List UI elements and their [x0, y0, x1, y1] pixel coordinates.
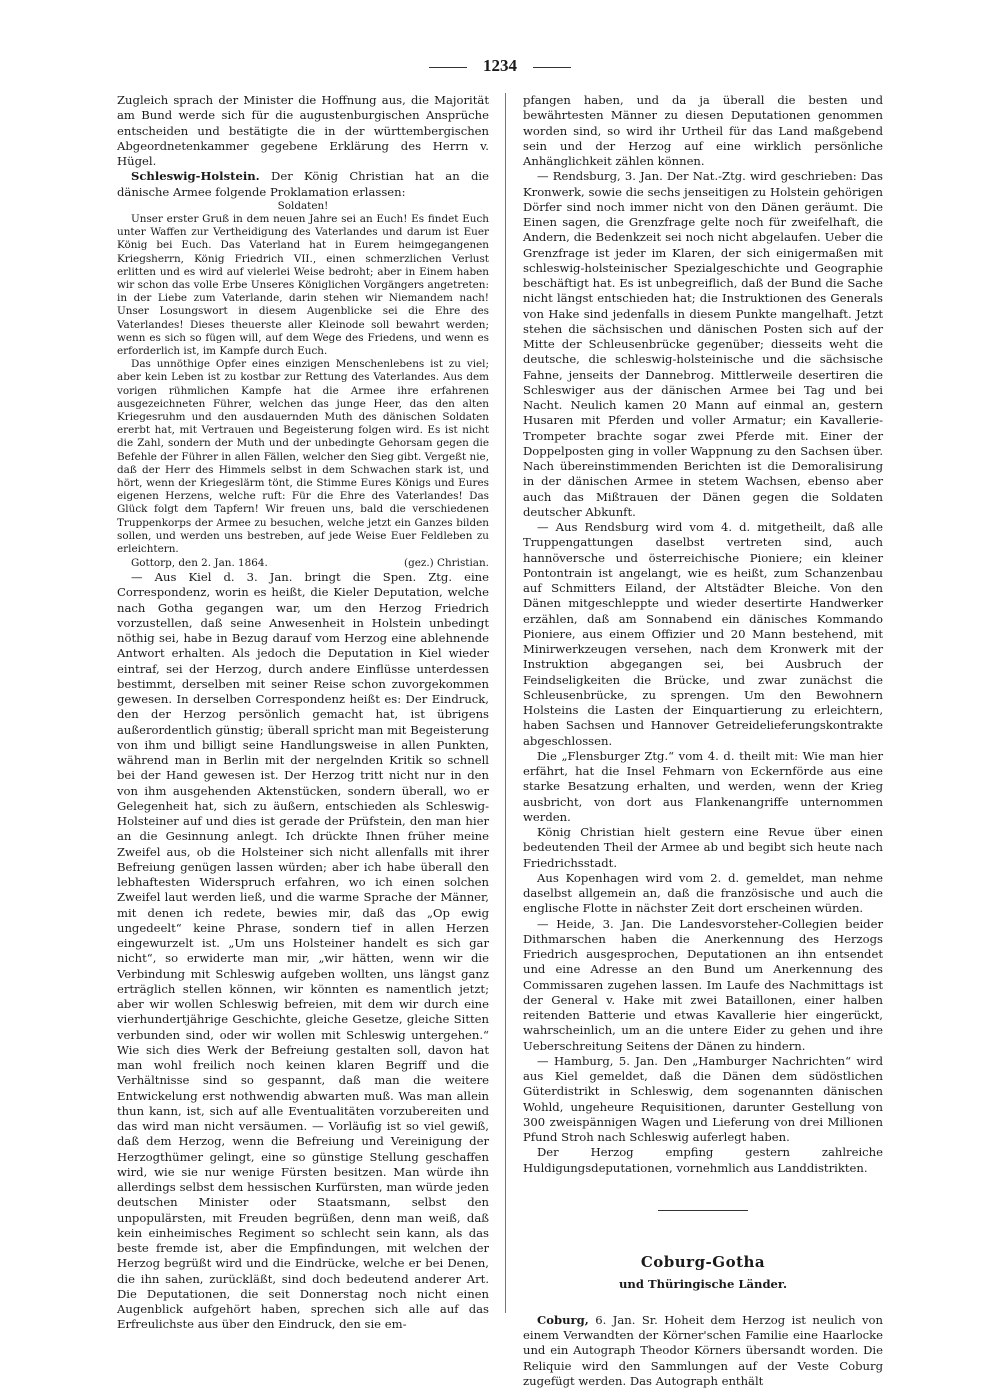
section-subtitle: und Thüringische Länder.: [618, 1276, 788, 1291]
proclamation-paragraph: Das unnöthige Opfer eines einzigen Menschenlebens ist zu viel; aber kein Leben ist zu kostbar zur Rettung des Vaterlandes. Aus dem vorigen rühmlichen Kampfe hat die Armee ihre erfahrenen ausgezeichneten Führer, welchen das junge Heer, das den alten Kriegesruhm und den ausdauernden Muth des dänischen Soldaten ererbt hat, mit Vertrauen und Begeisterung folgen wird. Es ist nicht die Zahl, sondern der Muth und der unbedingte Gehorsam gegen die Befehle der Führer in allen Fällen, welcher den Sieg gibt. Vergeßt nie, daß der Herr des Himmels selbst in dem Schwachen stark ist, und hört, wenn der Kriegeslärm tönt, die Stimme Eures Königs und Eures eigenen Herzens, welche ruft: Für die Ehre des Vaterlandes! Das Glück folgt dem Tapfern! Wir freuen uns, bald die verschiedenen Truppenkorps der Armee zu besuchen, welche jetzt ein Ganzes bilden sollen, und werden uns bestreben, auf jede Weise Euer Feldleben zu erleichtern.: [117, 358, 489, 556]
left-column: [117, 93, 489, 1332]
article-paragraph: Die „Flensburger Ztg.“ vom 4. d. theilt mit: Wie man hier erfährt, hat die Insel Fehmarn von Eckernförde aus eine starke Besatzung erhalten, und werden, wenn der Krieg ausbricht, von dort aus Flankenangriffe unternommen werden.: [523, 748, 883, 824]
article-paragraph: — Aus Kiel d. 3. Jan. bringt die Spen. Ztg. eine Correspondenz, worin es heißt, die Kieler Deputation, welche nach Gotha gegangen war, um den Herzog Friedrich vorzustellen, daß seine Anwesenheit in Holstein unbedingt nöthig sei, habe in Bezug darauf vom Herzog eine ablehnende Antwort erhalten. Als jedoch die Deputation in Kiel wieder eintraf, sei der Herzog, durch andere Einflüsse unterdessen bestimmt, derselben mit seiner Reise schon zuvorgekommen gewesen. In derselben Correspondenz heißt es: Der Eindruck, den der Herzog persönlich gemacht hat, ist übrigens außerordentlich günstig; überall spricht man mit Begeisterung von ihm und billigt seine Handlungsweise in allen Punkten, während man in Berlin mit der nergelnden Kritik so schnell bei der Hand gewesen ist. Der Herzog tritt nicht nur in den von ihm ausgehenden Aktenstücken, sondern überall, wo er Gelegenheit hat, sich zu äußern, entschieden als Schleswig-Holsteiner auf und dies ist gerade der Prüfstein, den man hier an die Gesinnung anlegt. Ich drückte Ihnen früher meine Zweifel aus, ob die Holsteiner sich nicht allenfalls mit ihrer Befreiung genügen lassen würden; aber ich habe überall den lebhaftesten Widerspruch erfahren, wo ich einen solchen Zweifel laut werden ließ, und die warme Sprache der Männer, mit denen ich redete, bewies mir, daß das „Op ewig ungedeelt“ keine Phrase, sondern tief in allen Herzen eingewurzelt ist. „Um uns Holsteiner handelt es sich gar nicht“, so erwiderte man mir, „wir hätten, wenn wir die Verbindung mit Schleswig aufgeben wollten, uns längst ganz erträglich stellen können, wir könnten es namentlich jetzt; aber wir wollen Schleswig befreien, mit dem wir durch eine vierhundertjährige Geschichte, gleiche Gesetze, gleiche Sitten verbunden sind, oder wir wollen mit Schleswig untergehen.“ Wie sich dies Werk der Befreiung gestalten soll, davon hat man wohl freilich noch keinen klaren Begriff und die Verhältnisse sind so gespannt, daß man die weitere Entwickelung erst nothwendig abwarten muß. Was man allein thun kann, ist, sich auf alle Eventualitäten vorzubereiten und das wird man nicht versäumen. — Vorläufig ist so viel gewiß, daß dem Herzog, wenn die Befreiung und Vereinigung der Herzogthümer gelingt, eine so günstige Stellung geschaffen wird, wie sie nur wenige Fürsten besitzen. Man würde ihn allerdings selbst dem hessischen Kurfürsten, man würde jeden deutschen Minister oder Staatsmann, selbst den unpopulärsten, mit Freuden begrüßen, denn man weiß, daß kein einheimisches Regiment so schlecht sein kann, als das beste fremde ist, aber die Empfindungen, mit welchen der Herzog begrüßt wird und die Eindrücke, welche er bei Denen, die ihn sahen, zurückläßt, sind doch bedeutend anderer Art. Die Deputationen, die seit Donnerstag noch nicht einen Augenblick aufgehört haben, sprechen sich alle auf das Erfreulichste aus über den Eindruck, den sie em-: [117, 570, 489, 1332]
article-paragraph: Zugleich sprach der Minister die Hoffnung aus, die Majorität am Bund werde sich für die augustenburgischen Ansprüche entscheiden und bestätigte die in der württembergischen Abgeordnetenkammer gegebene Erklärung des Herrn v. Hügel.: [117, 93, 489, 168]
page-header: [0, 56, 1000, 80]
article-paragraph: — Heide, 3. Jan. Die Landesvorsteher-Collegien beider Dithmarschen haben die Anerkennung des Herzogs Friedrich ausgesprochen, Deputationen an ihn entsendet und eine Adresse an den Bund um Anerkennung des Commissaren zugehen lassen. Im Laufe des Nachmittags ist der General v. Hake mit zwei Bataillonen, einer halben reitenden Batterie und etwas Kavallerie hier eingerückt, wahrscheinlich, um an die untere Eider zu gehen und ihre Ueberschreitung Seitens der Dänen zu hindern.: [523, 916, 883, 1053]
proclamation-salutation: Soldaten!: [277, 199, 329, 212]
page-number: 1234: [483, 56, 517, 75]
signature-name: (gez.) Christian.: [404, 557, 489, 570]
proclamation-paragraph: Unser erster Gruß in dem neuen Jahre sei an Euch! Es findet Euch unter Waffen zur Vertheidigung des Vaterlandes und darum ist Euer König bei Euch. Das Vaterland hat in Eurem heimgegangenen Kriegsherrn, König Friedrich VII., einen schmerzlichen Verlust erlitten und es wird auf vielerlei Weise bedroht; aber in Einem haben wir schon das volle Erbe Unseres Königlichen Vorgängers angetreten: in der Liebe zum Vaterlande, darin stehen wir Niemandem nach! Unser Losungswort in diesem Augenblicke sei die Ehre des Vaterlandes! Dieses theuerste aller Kleinode soll bewahrt werden; wenn es sich so fügen will, auf dem Wege des Friedens, und wenn es erforderlich ist, im Kampfe durch Euch.: [117, 212, 489, 357]
article-paragraph: Aus Kopenhagen wird vom 2. d. gemeldet, man nehme daselbst allgemein an, daß die französische und auch die englische Flotte in nächster Zeit dort erscheinen würden.: [523, 870, 883, 916]
article-paragraph: [117, 169, 489, 200]
section-title: Coburg-Gotha: [640, 1252, 766, 1271]
dateline: Coburg,: [537, 1312, 589, 1327]
article-paragraph: pfangen haben, und da ja überall die besten und bewährtesten Männer zu diesen Deputationen genommen worden sind, so wird ihr Urtheil für das Land maßgebend sein und der Herzog auf eine wirklich persönliche Anhänglichkeit zählen können.: [523, 93, 883, 168]
right-column: [523, 93, 883, 1388]
section-heading: Schleswig-Holstein.: [131, 169, 260, 184]
article-paragraph: Der Herzog empfing gestern zahlreiche Huldigungsdeputationen, vornehmlich aus Landdistrikten.: [523, 1145, 883, 1175]
article-paragraph: — Aus Rendsburg wird vom 4. d. mitgetheilt, daß alle Truppengattungen daselbst vertreten sind, auch hannöversche und österreichische Pioniere; ein kleiner Pontontrain ist angelangt, wie es heißt, zum Schanzenbau auf Schmitters Eiland, der Altstädter Bleiche. Von den Dänen mitgeschleppte und wieder desertirte Handwerker erzählen, daß am Sonnabend ein dänisches Kommando Pioniere, aus einem Offizier und 20 Mann bestehend, mit Minirwerkzeugen versehen, nach dem Kronwerk mit der Instruktion abgegangen sei, bei Ausbruch der Feindseligkeiten die Brücke, und zwar zunächst die Schleusenbrücke, zu sprengen. Um den Bewohnern Holsteins die Lasten der Einquartierung zu erleichtern, haben Sachsen und Hannover Getreidelieferungskontrakte abgeschlossen.: [523, 520, 883, 748]
article-paragraph: [523, 1313, 883, 1389]
header-rule-right: [533, 67, 571, 68]
article-text: Der König Christian hat an die dänische Armee folgende Proklamation erlassen:: [117, 169, 489, 199]
article-text: 6. Jan. Sr. Hoheit dem Herzog ist neulich von einem Verwandten der Körner'schen Familie eine Haarlocke und ein Autograph Theodor Körners übersandt worden. Die Reliquie wird den Sammlungen auf der Veste Coburg zugefügt werden. Das Autograph enthält: [523, 1312, 883, 1388]
column-divider: [505, 93, 506, 1313]
article-paragraph: — Rendsburg, 3. Jan. Der Nat.-Ztg. wird geschrieben: Das Kronwerk, sowie die sechs jenseitigen zu Holstein gehörigen Dörfer sind noch immer nicht von den Dänen geräumt. Die Einen sagen, die Grenzfrage gelte noch für zweifelhaft, die Andern, die Bedenkzeit sei noch nicht abgelaufen. Ueber die Grenzfrage ist jeder im Klaren, der sich einigermaßen mit schleswig-holsteinischer Spezialgeschichte und Geographie beschäftigt hat. Es ist unbegreiflich, daß der Bund die Sache nicht längst entschieden hat; die Instruktionen des Generals von Hake sind jedenfalls in diesem Punkte mangelhaft. Jetzt stehen die sächsischen und dänischen Posten sich auf der Mitte der Schleusenbrücke gegenüber; diesseits weht die deutsche, die schleswig-holsteinische und die sächsische Fahne, jenseits der Dannebrog. Mittlerweile desertiren die Schleswiger aus der dänischen Armee bei Tag und bei Nacht. Neulich kamen 20 Mann auf einmal an, gestern Husaren mit Pferden und voller Armatur; ein Kavallerie-Trompeter brachte sogar zwei Pferde mit. Einer der Doppelposten ging in voller Wappnung zu den Sachsen über. Nach übereinstimmenden Berichten ist die Demoralisirung in der dänischen Armee in stetem Wachsen, ebenso aber auch das Mißtrauen der Dänen gegen die Soldaten deutscher Abkunft.: [523, 169, 883, 519]
proclamation-signature: [117, 556, 489, 570]
article-paragraph: König Christian hielt gestern eine Revue über einen bedeutenden Theil der Armee ab und begibt sich heute nach Friedrichsstadt.: [523, 825, 883, 870]
header-rule-left: [429, 67, 467, 68]
article-paragraph: — Hamburg, 5. Jan. Den „Hamburger Nachrichten“ wird aus Kiel gemeldet, daß die Dänen dem südöstlichen Güterdistrikt in Schleswig, dem sogenannten dänischen Wohld, ungeheure Requisitionen, darunter Gestellung von 300 zweispännigen Wagen und Lieferung von drei Millionen Pfund Stroh nach Schleswig auferlegt haben.: [523, 1053, 883, 1144]
signature-place-date: Gottorp, den 2. Jan. 1864.: [131, 557, 268, 570]
section-divider: [658, 1210, 748, 1211]
